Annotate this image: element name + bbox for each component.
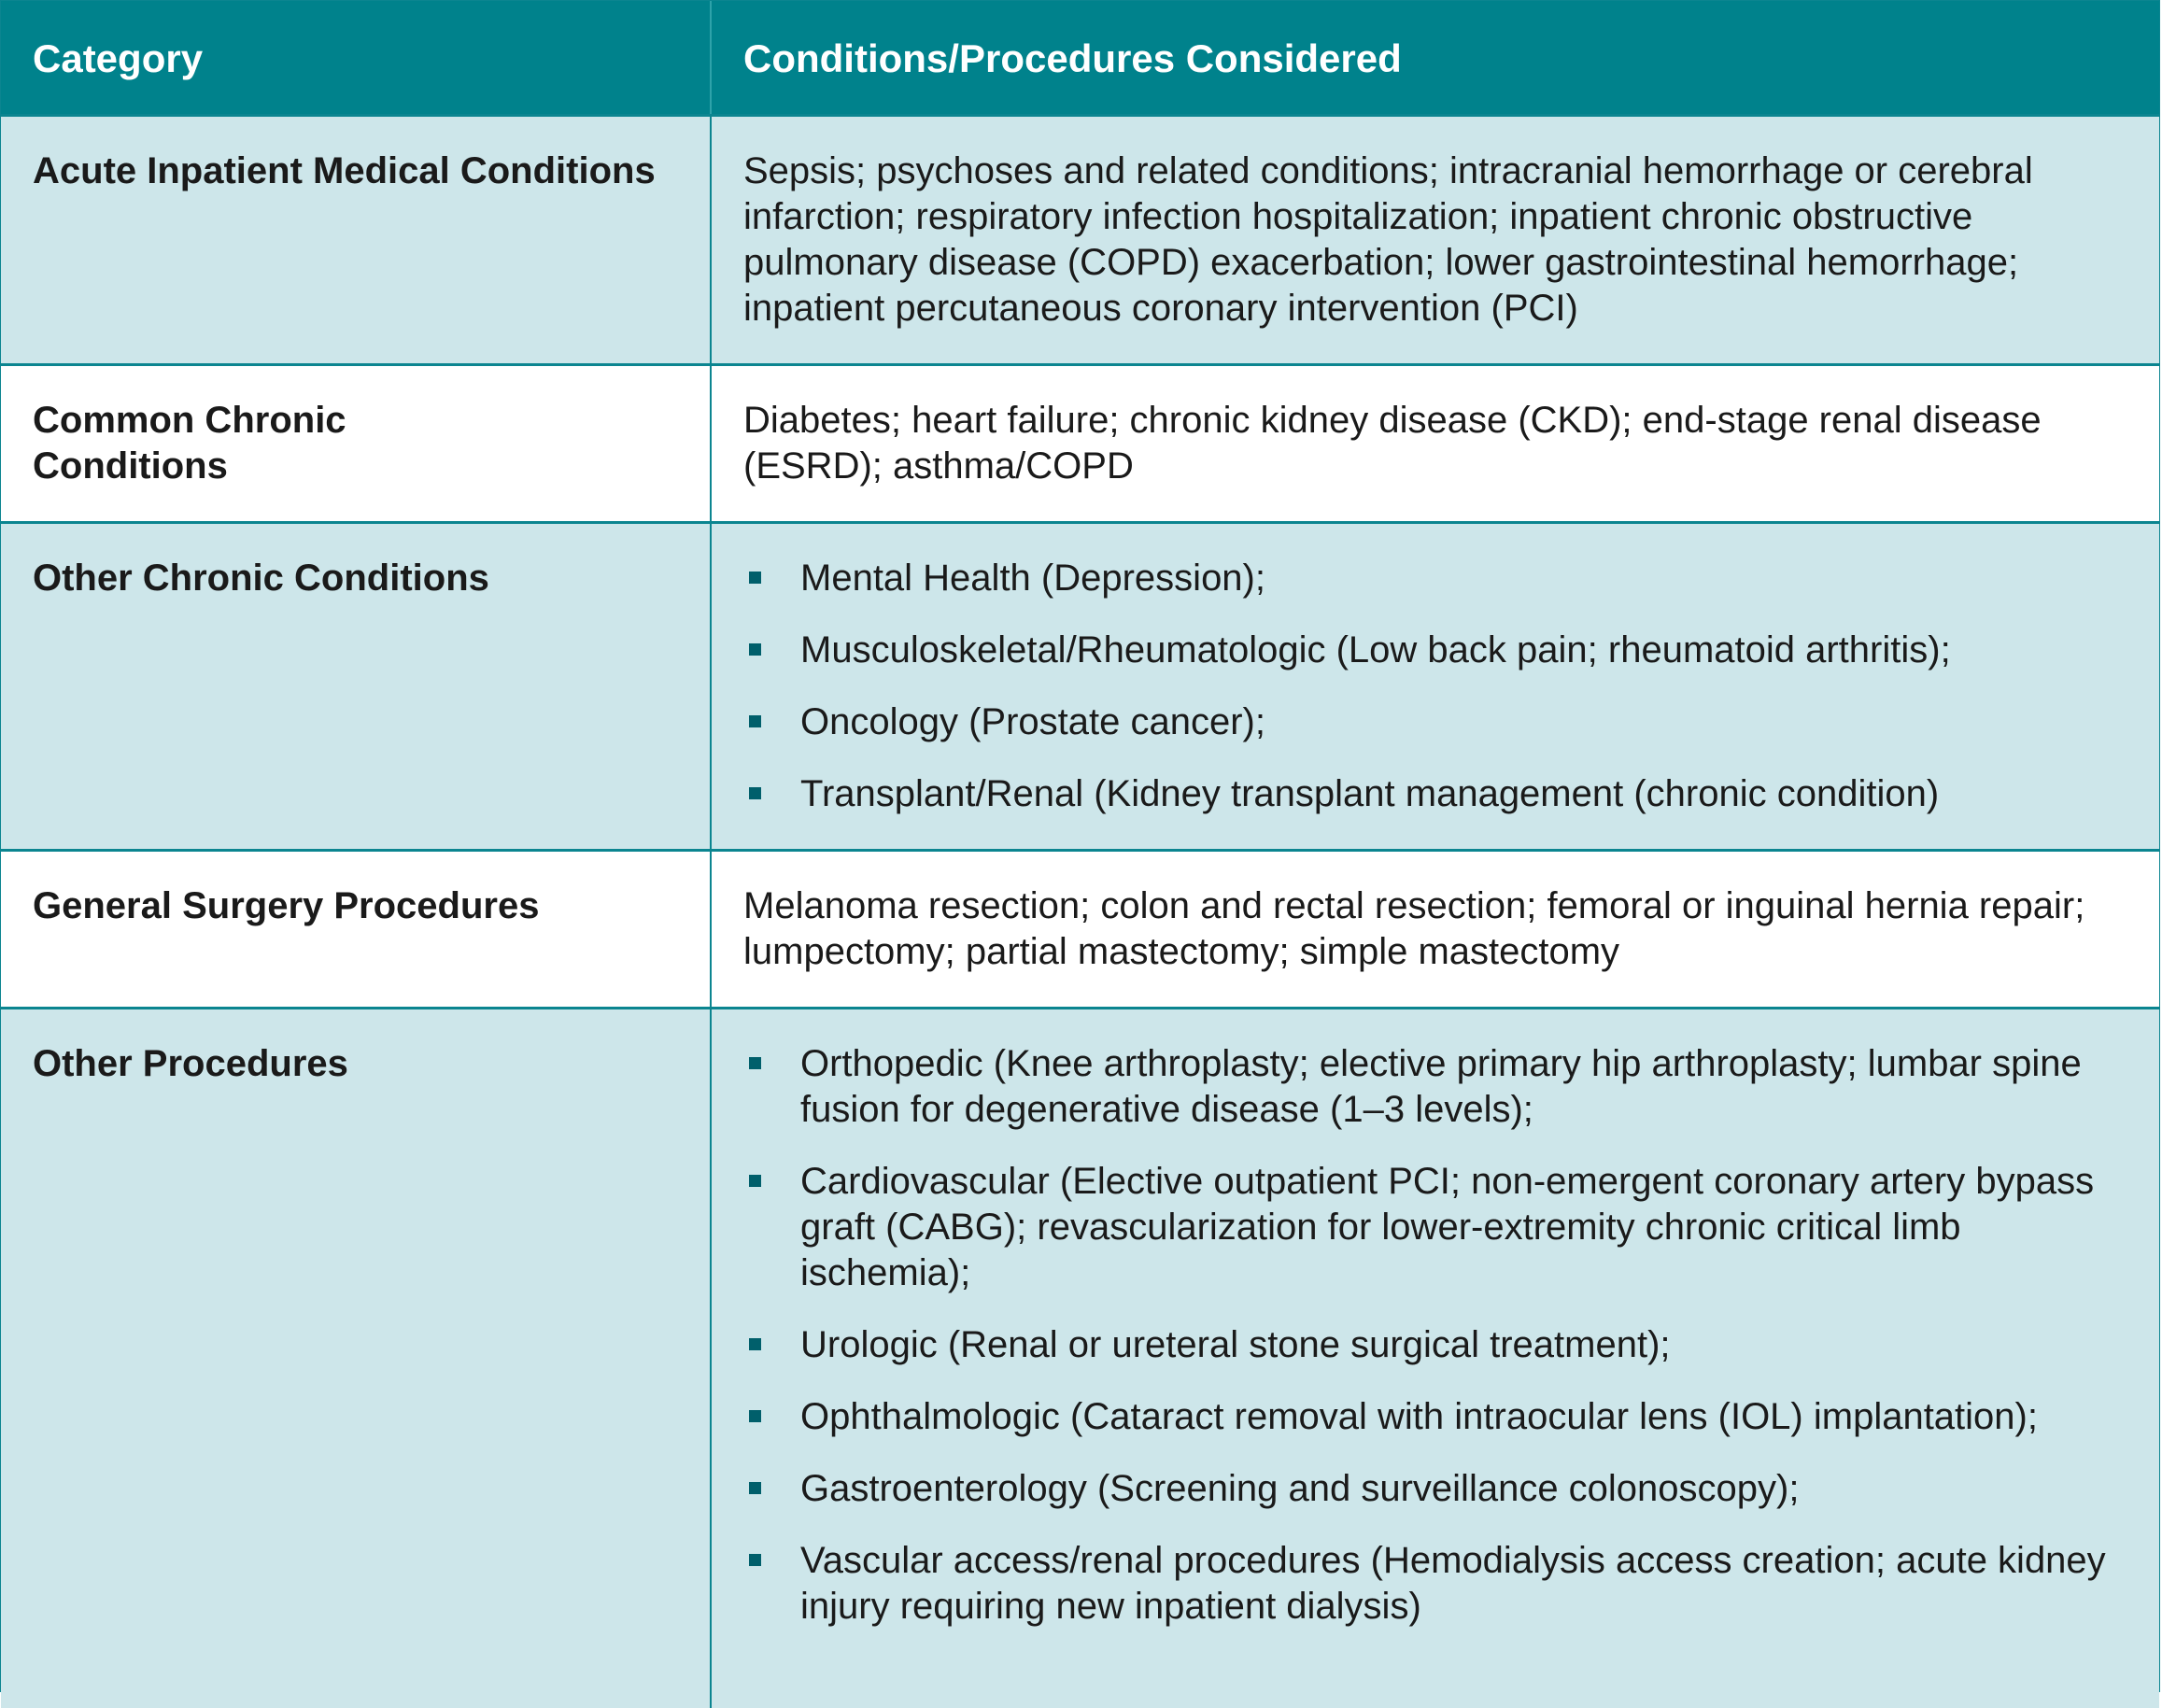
list-item	[743, 628, 2127, 673]
list-item	[743, 771, 2127, 817]
list-item-text: Gastroenterology (Screening and surveillance colonoscopy);	[800, 1467, 1800, 1509]
bullet-square-icon	[749, 1057, 761, 1069]
list-item	[743, 1466, 2127, 1512]
category-cell: General Surgery Procedures	[1, 850, 711, 1008]
list-item-text: Orthopedic (Knee arthroplasty; elective primary hip arthroplasty; lumbar spine fusion for degenerative disease (1–3 levels);	[800, 1042, 2082, 1130]
bullet-square-icon	[749, 715, 761, 727]
list-item	[743, 1322, 2127, 1368]
bullet-square-icon	[749, 1338, 761, 1350]
bullet-square-icon	[749, 1482, 761, 1494]
list-item	[743, 1159, 2127, 1296]
table	[1, 1, 2159, 1708]
conditions-cell	[711, 522, 2159, 850]
list-item-text: Musculoskeletal/Rheumatologic (Low back pain; rheumatoid arthritis);	[800, 628, 1951, 670]
bullet-square-icon	[749, 1554, 761, 1566]
category-cell: Acute Inpatient Medical Conditions	[1, 115, 711, 364]
table-row	[1, 1008, 2159, 1708]
list-item-text: Ophthalmologic (Cataract removal with intraocular lens (IOL) implantation);	[800, 1395, 2038, 1437]
list-item	[743, 556, 2127, 601]
conditions-cell: Melanoma resection; colon and rectal resection; femoral or inguinal hernia repair; lumpectomy; partial mastectomy; simple mastectomy	[711, 850, 2159, 1008]
list-item	[743, 1538, 2127, 1630]
list-item-text: Vascular access/renal procedures (Hemodialysis access creation; acute kidney injury requiring new inpatient dialysis)	[800, 1539, 2106, 1627]
conditions-cell: Diabetes; heart failure; chronic kidney disease (CKD); end-stage renal disease (ESRD); asthma/COPD	[711, 364, 2159, 522]
list-item-text: Mental Health (Depression);	[800, 557, 1265, 599]
table-row	[1, 364, 2159, 522]
list-item-text: Urologic (Renal or ureteral stone surgical treatment);	[800, 1323, 1671, 1365]
bullet-square-icon	[749, 643, 761, 656]
bullet-square-icon	[749, 572, 761, 584]
header-conditions: Conditions/Procedures Considered	[711, 1, 2159, 115]
table-row	[1, 522, 2159, 850]
bullet-square-icon	[749, 1175, 761, 1187]
header-category: Category	[1, 1, 711, 115]
bullet-square-icon	[749, 787, 761, 799]
category-cell: Common Chronic Conditions	[1, 364, 711, 522]
bullet-square-icon	[749, 1410, 761, 1422]
list-item-text: Oncology (Prostate cancer);	[800, 700, 1265, 742]
bullet-list	[743, 1041, 2127, 1630]
table-row	[1, 850, 2159, 1008]
header-row	[1, 1, 2159, 115]
conditions-cell: Sepsis; psychoses and related conditions; intracranial hemorrhage or cerebral infarction; respiratory infection hospitalization; inpatient chronic obstructive pulmonary disease (COPD) exacerbation; lower gastrointestinal hemorrhage; inpatient percutaneous coronary intervention (PCI)	[711, 115, 2159, 364]
list-item	[743, 1394, 2127, 1440]
list-item	[743, 1041, 2127, 1133]
bullet-list	[743, 556, 2127, 817]
list-item-text: Cardiovascular (Elective outpatient PCI; non-emergent coronary artery bypass graft (CABG); revascularization for lower-extremity chronic critical limb ischemia);	[800, 1160, 2095, 1293]
category-cell: Other Chronic Conditions	[1, 522, 711, 850]
category-cell: Other Procedures	[1, 1008, 711, 1708]
list-item	[743, 699, 2127, 745]
table-row	[1, 115, 2159, 364]
conditions-cell	[711, 1008, 2159, 1708]
list-item-text: Transplant/Renal (Kidney transplant management (chronic condition)	[800, 772, 1940, 814]
